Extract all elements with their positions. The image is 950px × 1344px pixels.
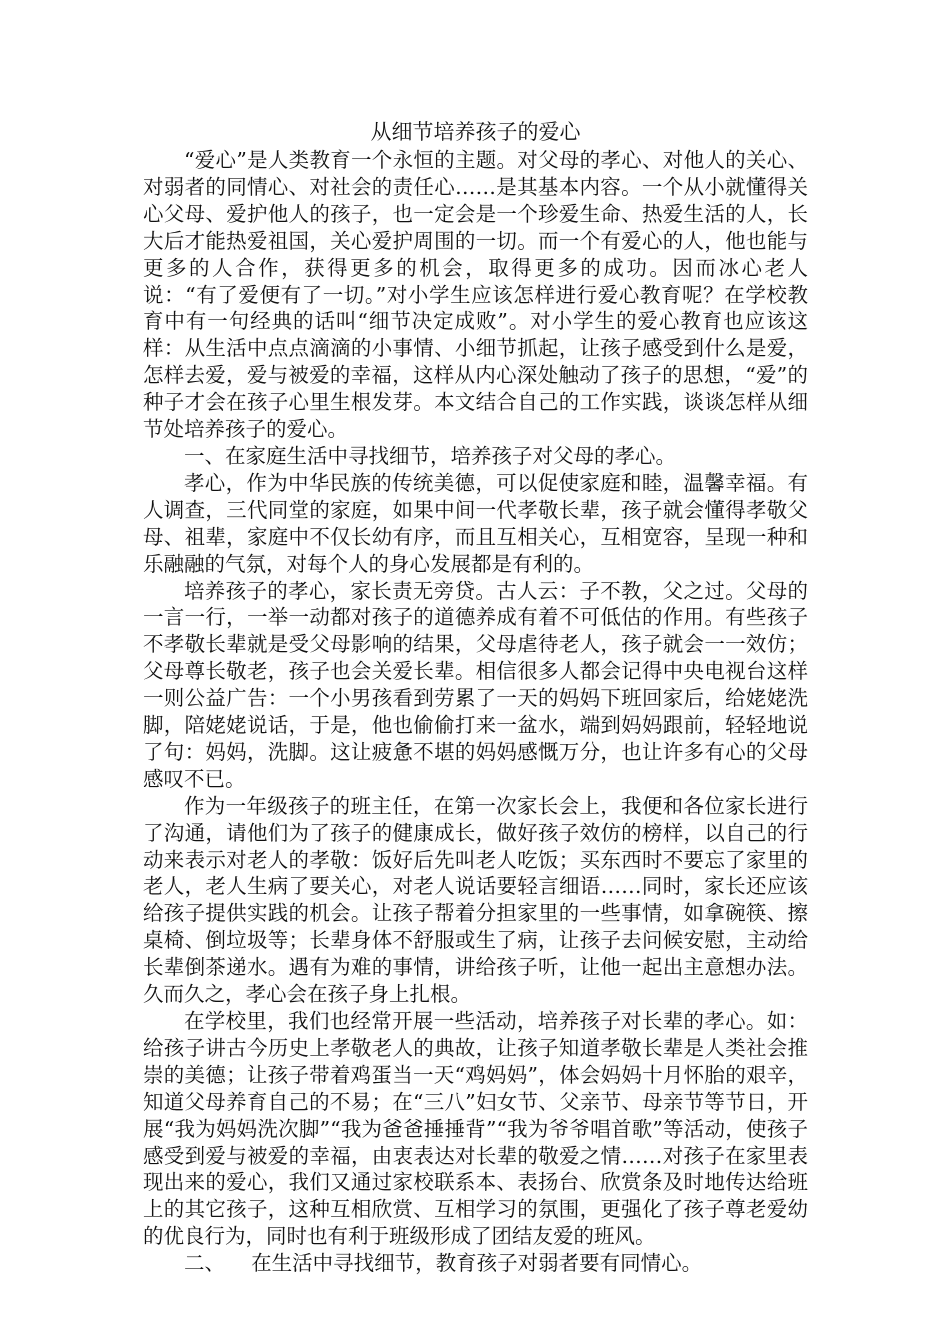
- paragraph-parents-role: 培养孩子的孝心，家长责无旁贷。古人云：子不教，父之过。父母的一言一行，一举一动都对孩子的道德养成有着不可低估的作用。有些孩子不孝敬长辈就是受父母影响的结果，父母虐待老人，孩子就会一一效仿；父母尊长敬老，孩子也会关爱长辈。相信很多人都会记得中央电视台这样一则公益广告：一个小男孩看到劳累了一天的妈妈下班回家后，给姥姥洗脚，陪姥姥说话，于是，他也偷偷打来一盆水，端到妈妈跟前，轻轻地说了句：妈妈，洗脚。这让疲惫不堪的妈妈感慨万分，也让许多有心的父母感叹不已。: [143, 578, 808, 791]
- paragraph-intro: “爱心”是人类教育一个永恒的主题。对父母的孝心、对他人的关心、对弱者的同情心、对社会的责任心……是其基本内容。一个从小就懂得关心父母、爱护他人的孩子，也一定会是一个珍爱生命、热爱生活的人，长大后才能热爱祖国，关心爱护周围的一切。而一个有爱心的人，他也能与更多的人合作，获得更多的机会，取得更多的成功。因而冰心老人说：“有了爱便有了一切。”对小学生应该怎样进行爱心教育呢？在学校教育中有一句经典的话叫“细节决定成败”。对小学生的爱心教育也应该这样：从生活中点点滴滴的小事情、小细节抓起，让孩子感受到什么是爱，怎样去爱，爱与被爱的幸福，这样从内心深处触动了孩子的思想，“爱”的种子才会在孩子心里生根发芽。本文结合自己的工作实践，谈谈怎样从细节处培养孩子的爱心。: [143, 148, 808, 442]
- paragraph-school-activities: 在学校里，我们也经常开展一些活动，培养孩子对长辈的孝心。如：给孩子讲古今历史上孝敬老人的典故，让孩子知道孝敬长辈是人类社会推崇的美德；让孩子带着鸡蛋当一天“鸡妈妈”，体会妈妈十月怀胎的艰辛，知道父母养育自己的不易；在“三八”妇女节、父亲节、母亲节等节日，开展“我为妈妈洗次脚”“我为爸爸捶捶背”“我为爷爷唱首歌”等活动，使孩子感受到爱与被爱的幸福，由衷表达对长辈的敬爱之情……对孩子在家里表现出来的爱心，我们又通过家校联系本、表扬台、欣赏条及时地传达给班上的其它孩子，这种互相欣赏、互相学习的氛围，更强化了孩子尊老爱幼的优良行为，同时也有利于班级形成了团结友爱的班风。: [143, 1009, 808, 1249]
- paragraph-filial-piety: 孝心，作为中华民族的传统美德，可以促使家庭和睦，温馨幸福。有人调查，三代同堂的家庭，如果中间一代孝敬长辈，孩子就会懂得孝敬父母、祖辈，家庭中不仅长幼有序，而且互相关心，互相宽容，呈现一种和乐融融的气氛，对每个人的身心发展都是有利的。: [143, 470, 808, 576]
- document-title: 从细节培养孩子的爱心: [370, 120, 581, 144]
- section-heading-2: 二、 在生活中寻找细节，教育孩子对弱者要有同情心。: [184, 1251, 703, 1276]
- section-heading-1: 一、在家庭生活中寻找细节，培养孩子对父母的孝心。: [184, 443, 676, 468]
- document-page: [143, 116, 808, 1277]
- paragraph-parent-meeting: 作为一年级孩子的班主任，在第一次家长会上，我便和各位家长进行了沟通，请他们为了孩子的健康成长，做好孩子效仿的榜样，以自己的行动来表示对老人的孝敬：饭好后先叫老人吃饭；买东西时不要忘了家里的老人，老人生病了要关心，对老人说话要轻言细语……同时，家长还应该给孩子提供实践的机会。让孩子帮着分担家里的一些事情，如拿碗筷、擦桌椅、倒垃圾等；长辈身体不舒服或生了病，让孩子去问候安慰，主动给长辈倒茶递水。遇有为难的事情，讲给孩子听，让他一起出主意想办法。久而久之，孝心会在孩子身上扎根。: [143, 793, 808, 1007]
